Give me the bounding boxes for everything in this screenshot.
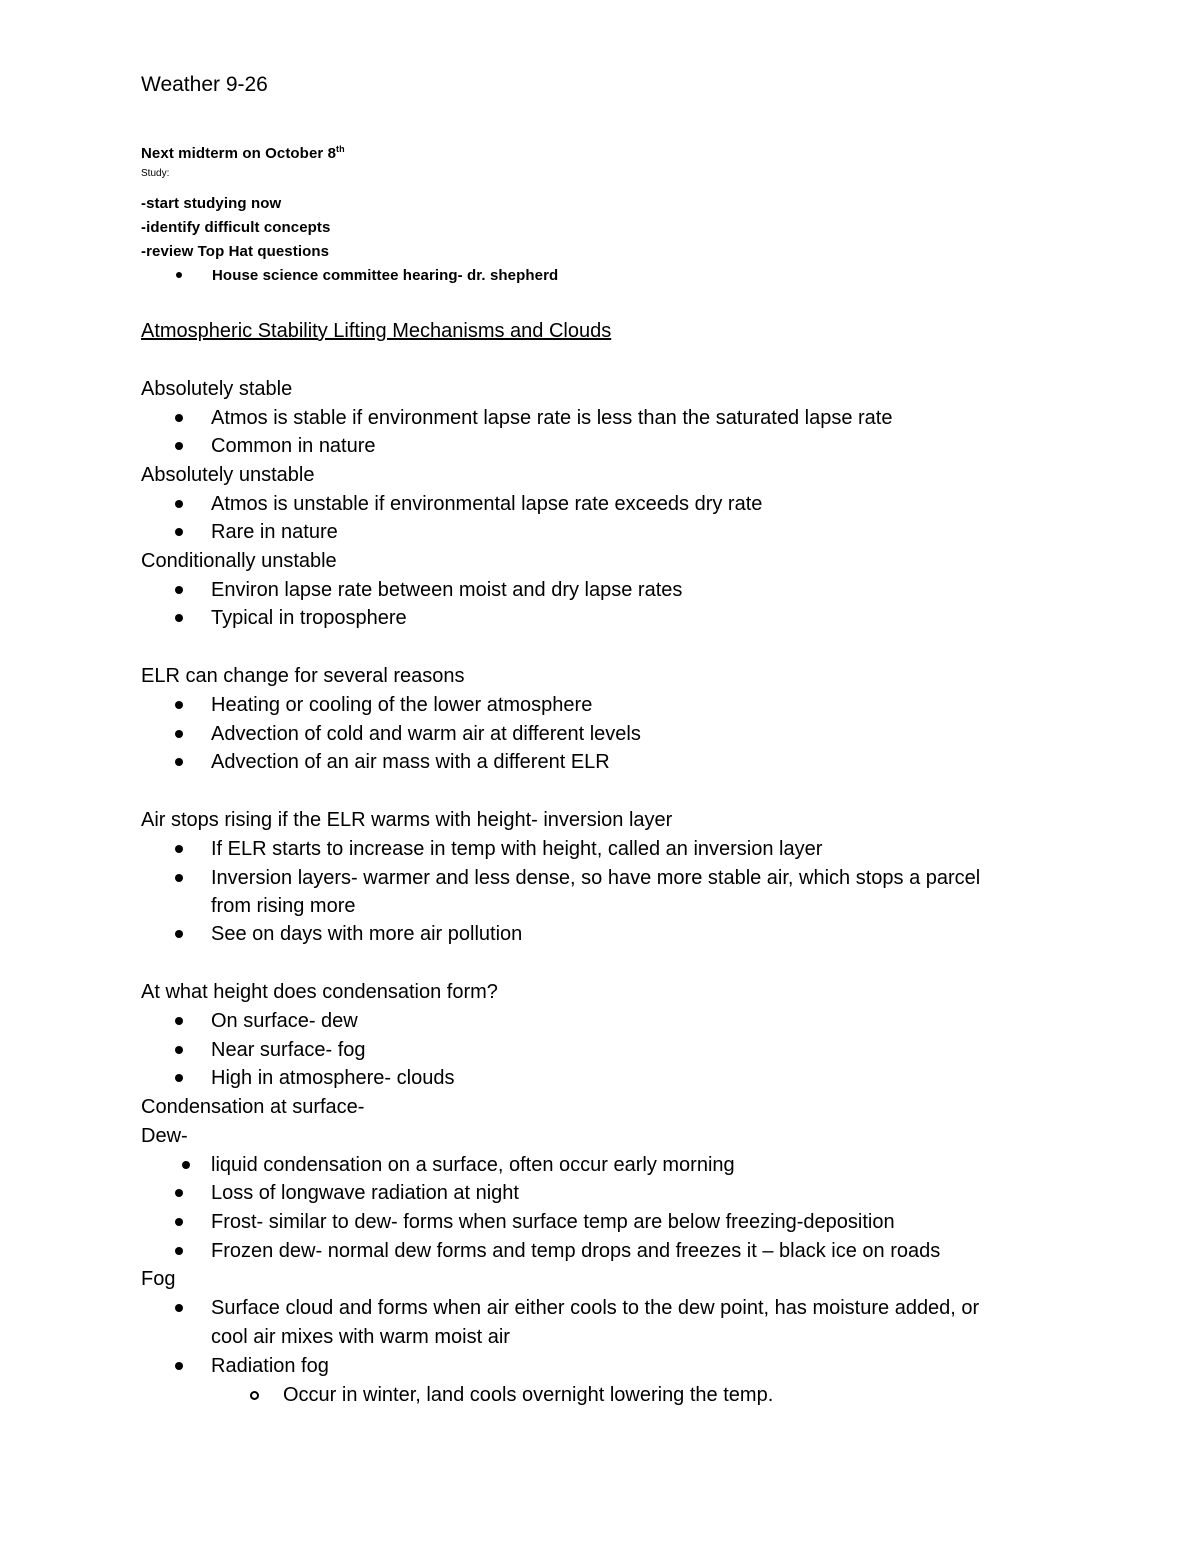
surface-label: Condensation at surface- [141,1096,365,1118]
bullet-icon [175,758,183,766]
list-item: Typical in troposphere [211,607,407,629]
bullet-icon [175,1304,183,1312]
list-item: High in atmosphere- clouds [211,1067,455,1089]
midterm-text: Next midterm on October 8 [141,145,337,162]
list-item: See on days with more air pollution [211,923,523,945]
list-item: Atmos is stable if environment lapse rate is less than the saturated lapse rate [211,407,893,429]
study-item: -start studying now [141,195,282,212]
bullet-icon [175,1017,183,1025]
list-item: Environ lapse rate between moist and dry lapse rates [211,579,683,601]
list-item-continued: cool air mixes with warm moist air [211,1326,510,1348]
dew-label: Dew- [141,1125,188,1147]
bullet-icon [175,845,183,853]
list-item: Atmos is unstable if environmental lapse rate exceeds dry rate [211,493,763,515]
list-item: Radiation fog [211,1355,329,1377]
bullet-icon [175,874,183,882]
list-item: liquid condensation on a surface, often occur early morning [211,1154,735,1176]
inversion-label: Air stops rising if the ELR warms with height- inversion layer [141,809,673,831]
list-item: Frozen dew- normal dew forms and temp drops and freezes it – black ice on roads [211,1240,941,1262]
bullet-icon [175,586,183,594]
list-item: On surface- dew [211,1010,358,1032]
bullet-icon [175,701,183,709]
list-item: Advection of cold and warm air at different levels [211,723,641,745]
list-item: Loss of longwave radiation at night [211,1182,519,1204]
bullet-icon [175,1046,183,1054]
midterm-superscript: th [336,144,345,154]
bullet-icon [175,1074,183,1082]
bullet-icon [175,1189,183,1197]
study-item: -identify difficult concepts [141,219,331,236]
bullet-icon [175,500,183,508]
fog-label: Fog [141,1268,176,1290]
bullet-icon [175,930,183,938]
page-title: Weather 9-26 [141,73,268,96]
list-item: Rare in nature [211,521,338,543]
conditional-label: Conditionally unstable [141,550,337,572]
hollow-bullet-icon [250,1391,259,1400]
stable-label: Absolutely stable [141,378,293,400]
list-item: If ELR starts to increase in temp with height, called an inversion layer [211,838,823,860]
study-bullet-item: House science committee hearing- dr. shepherd [212,267,559,284]
unstable-label: Absolutely unstable [141,464,315,486]
list-item: Frost- similar to dew- forms when surface temp are below freezing-deposition [211,1211,895,1233]
study-item: -review Top Hat questions [141,243,330,260]
section-heading: Atmospheric Stability Lifting Mechanisms and Clouds [141,320,612,342]
elr-label: ELR can change for several reasons [141,665,465,687]
list-item: Heating or cooling of the lower atmosphere [211,694,593,716]
bullet-icon [175,1218,183,1226]
list-item: Inversion layers- warmer and less dense, so have more stable air, which stops a parcel [211,867,981,889]
list-item: Near surface- fog [211,1039,366,1061]
bullet-icon [182,1161,190,1169]
list-item: Common in nature [211,435,376,457]
list-item: Surface cloud and forms when air either cools to the dew point, has moisture added, or [211,1297,980,1319]
bullet-icon [175,614,183,622]
bullet-icon [175,1247,183,1255]
bullet-icon [175,730,183,738]
bullet-icon [175,1362,183,1370]
bullet-icon [175,442,183,450]
condensation-label: At what height does condensation form? [141,981,498,1003]
sub-list-item: Occur in winter, land cools overnight lowering the temp. [283,1384,774,1406]
bullet-icon [175,528,183,536]
list-item-continued: from rising more [211,895,356,917]
list-item: Advection of an air mass with a different ELR [211,751,610,773]
bullet-icon [176,272,182,278]
bullet-icon [175,414,183,422]
midterm-note [141,142,345,166]
study-label: Study: [141,168,170,179]
